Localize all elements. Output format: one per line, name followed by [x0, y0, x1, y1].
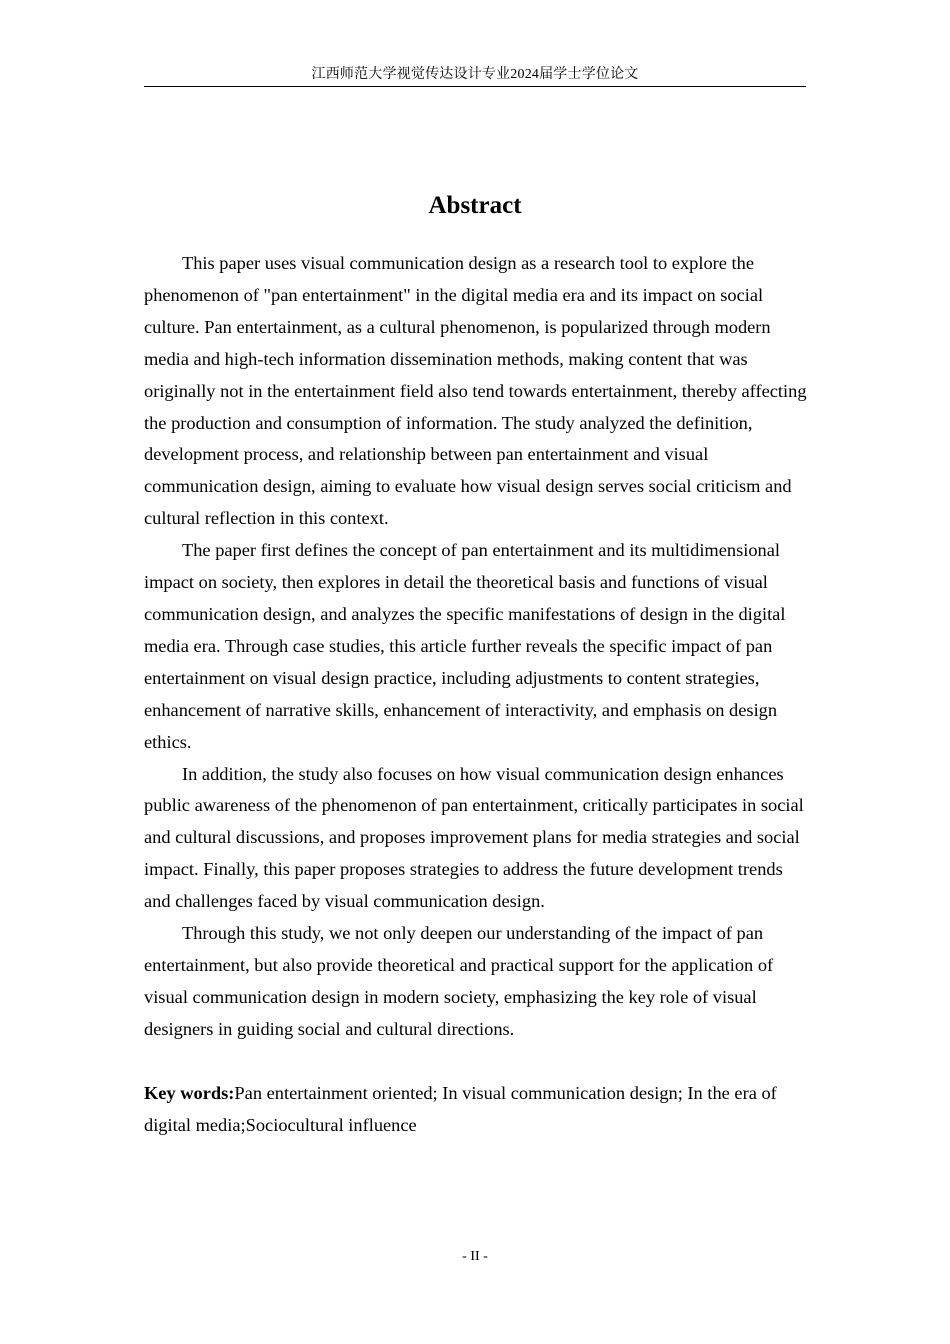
keywords-text: Pan entertainment oriented; In visual communication design; In the era of digital media;Sociocultural influence	[144, 1083, 777, 1135]
abstract-paragraph-4: Through this study, we not only deepen our understanding of the impact of pan entertainment, but also provide theoretical and practical support for the application of visual communication design in modern society, emphasizing the key role of visual designers in guiding social and cultural directions.	[144, 923, 774, 1039]
running-header: 江西师范大学视觉传达设计专业2024届学士学位论文	[311, 67, 639, 82]
keywords-label: Key words:	[144, 1083, 235, 1103]
abstract-paragraph-2: The paper first defines the concept of pan entertainment and its multidimensional impact on society, then explores in detail the theoretical basis and functions of visual communication design, and analyzes the specific manifestations of design in the digital media era. Through case studies, this article further reveals the specific impact of pan entertainment on visual design practice, including adjustments to content strategies, enhancement of narrative skills, enhancement of interactivity, and emphasis on design ethics.	[144, 540, 786, 752]
header-rule	[144, 86, 806, 87]
abstract-paragraph-1: This paper uses visual communication design as a research tool to explore the phenomenon of "pan entertainment" in the digital media era and its impact on social culture. Pan entertainment, as a cultural phenomenon, is popularized through modern media and high-tech information dissemination methods, making content that was originally not in the entertainment field also tend towards entertainment, thereby affecting the production and consumption of information. The study analyzed the definition, development process, and relationship between pan entertainment and visual communication design, aiming to evaluate how visual design serves social criticism and cultural reflection in this context.	[144, 253, 807, 529]
abstract-paragraph-3: In addition, the study also focuses on how visual communication design enhances public awareness of the phenomenon of pan entertainment, critically participates in social and cultural discussions, and proposes improvement plans for media strategies and social impact. Finally, this paper proposes strategies to address the future development trends and challenges faced by visual communication design.	[144, 763, 804, 912]
page-number: - II -	[462, 1249, 488, 1264]
abstract-title: Abstract	[428, 192, 522, 219]
keywords	[144, 1078, 810, 1142]
abstract-body	[144, 248, 810, 1046]
